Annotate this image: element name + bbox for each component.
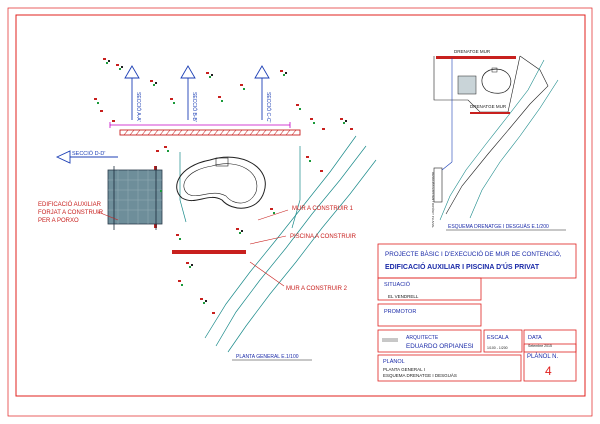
planol-number-value: 4 [545, 364, 552, 378]
annex-label-2: FORJAT A CONSTRUIR [38, 210, 104, 216]
site-boundary-lines [180, 136, 376, 352]
section-a-label: SECCIÓ A-A' [135, 92, 141, 122]
section-c-label: SECCIÓ C-C' [265, 92, 271, 123]
inset-title: ESQUEMA DRENATGE I DESGUÀS E.1/200 [448, 224, 549, 230]
section-c-triangle [255, 66, 269, 78]
section-d-label: SECCIÓ D-D' [72, 151, 106, 157]
promotor-label: PROMOTOR [384, 309, 417, 315]
project-title-line2: EDIFICACIÓ AUXILIAR I PISCINA D'ÚS PRIVAT [385, 264, 540, 271]
arquitecte-label: ARQUITECTE [406, 335, 439, 341]
section-markers [57, 66, 269, 163]
data-label: DATA [528, 335, 542, 341]
wall-2-label: MUR A CONSTRUIR 2 [286, 286, 348, 292]
planol-number-label: PLÀNOL N. [527, 354, 559, 360]
drainage-inset [431, 49, 566, 230]
annex-label-3: PER A PORXO [38, 218, 79, 224]
inset-annex [458, 76, 476, 94]
section-b-triangle [181, 66, 195, 78]
annex-label-1: EDIFICACIÓ AUXILIAR [38, 202, 102, 208]
project-title-line1: PROJECTE BÀSIC I D'EXECUCIÓ DE MUR DE CONTENCIÓ, [385, 251, 562, 258]
inset-pool [482, 69, 511, 93]
drainage-line [110, 122, 290, 128]
planol-label: PLÀNOL [383, 359, 405, 365]
inset-drain-label-top: DRENATGE MUR [454, 49, 491, 54]
section-d-triangle [57, 151, 70, 163]
wall-1-label: MUR A CONSTRUIR 1 [292, 206, 354, 212]
auxiliary-building [108, 166, 162, 230]
situacio-value: EL VENDRELL [388, 294, 419, 299]
section-b-label: SECCIÓ B-B' [191, 92, 197, 122]
section-a-triangle [125, 66, 139, 78]
plan-label: PLANTA GENERAL E.1/100 [236, 354, 299, 360]
planol-line2: ESQUEMA DRENATGE I DESGUÀS [383, 373, 457, 378]
escala-label: ESCALA [487, 335, 509, 341]
site-plan [38, 58, 376, 360]
inset-pit-label: DESGUÀS EXISTENT DIPÒSIT PLUVIAL [431, 172, 435, 229]
situacio-label: SITUACIÓ [384, 282, 410, 288]
data-value: Setembre 2015 [528, 344, 552, 348]
wall-bottom [172, 250, 246, 254]
inset-wall-top [436, 56, 516, 59]
inset-drain-label-inner: DRENATGE MUR [470, 104, 507, 109]
pool [177, 157, 266, 208]
inset-wall-bottom [470, 112, 510, 114]
planol-line1: PLANTA GENERAL I [383, 367, 426, 372]
pool-label: PISCINA A CONSTRUIR [290, 234, 357, 240]
arquitecte-value: EDUARDO ORPIANESI [406, 343, 474, 350]
escala-value: 1/100 - 1/200 [487, 346, 508, 350]
